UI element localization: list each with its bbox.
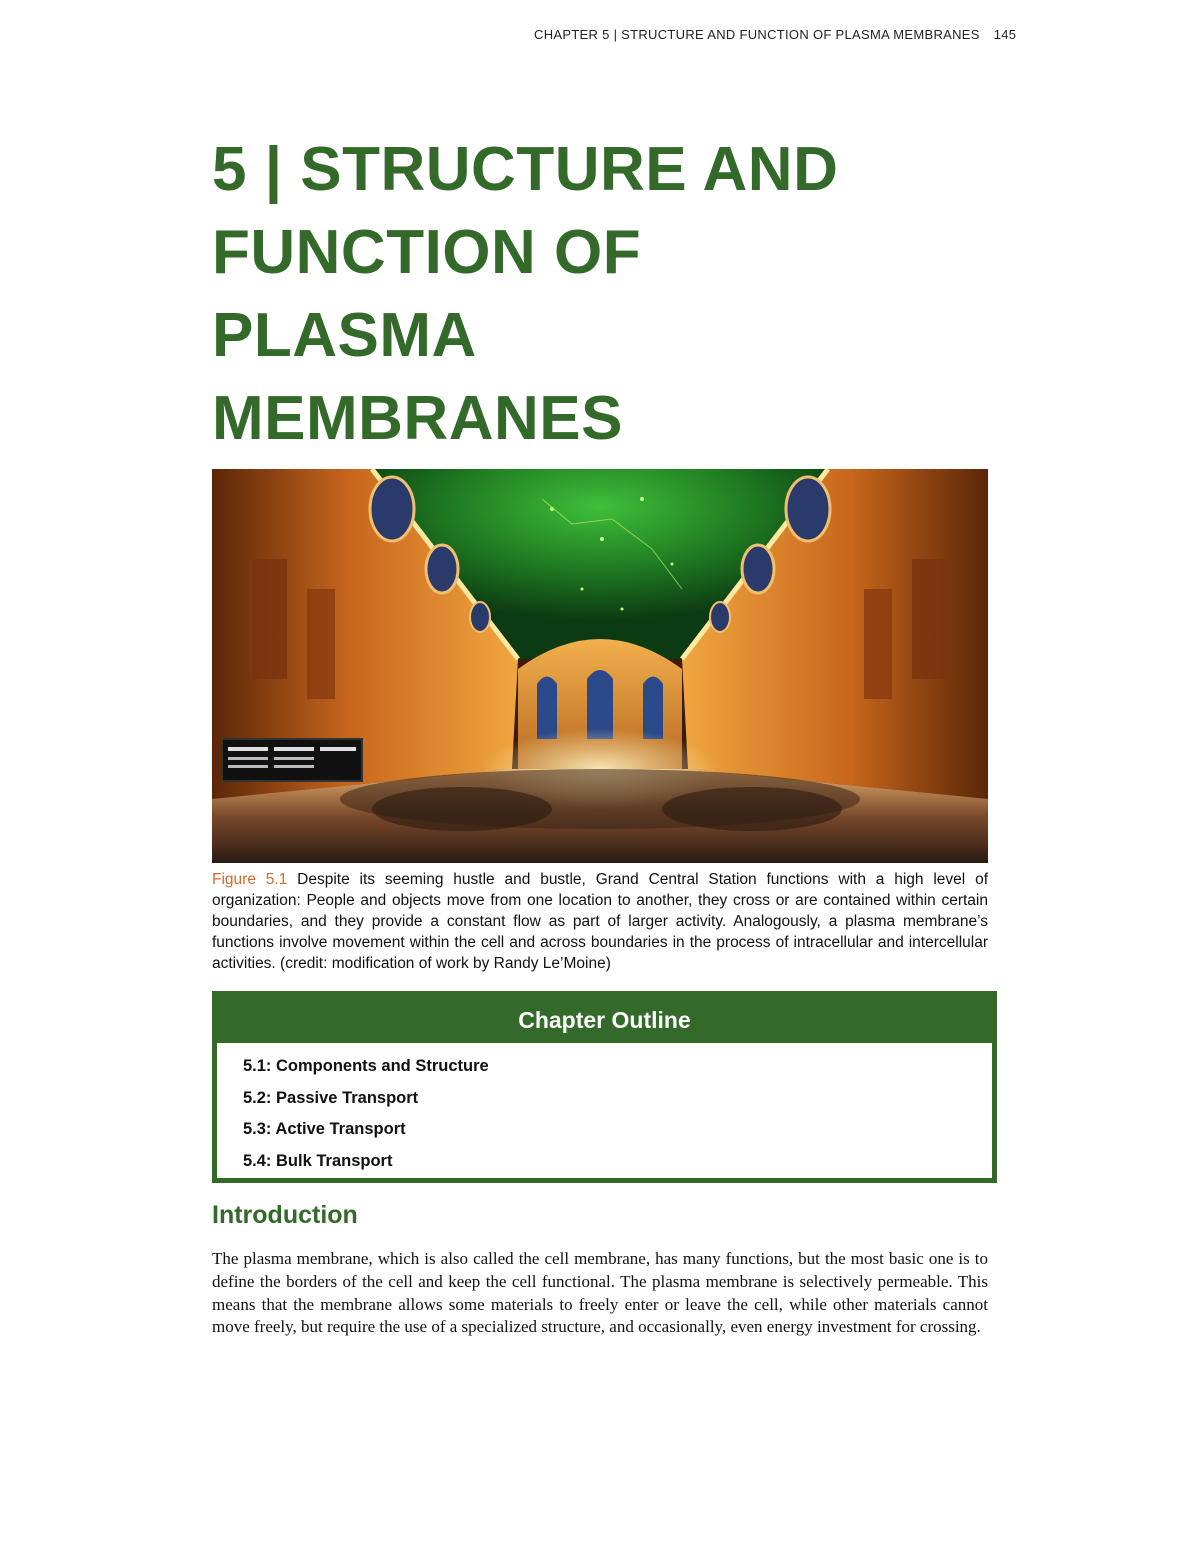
chapter-title-line: 5 | STRUCTURE AND (212, 135, 839, 204)
outline-item-5-1[interactable]: 5.1: Components and Structure (243, 1057, 489, 1075)
figure-caption (212, 869, 988, 974)
running-title: CHAPTER 5 | STRUCTURE AND FUNCTION OF PLASMA MEMBRANES (534, 27, 980, 42)
chapter-title-line: FUNCTION OF (212, 218, 642, 287)
grand-central-station-photo (212, 469, 988, 863)
introduction-paragraph: The plasma membrane, which is also called the cell membrane, has many functions, but the most basic one is to define the borders of the cell and keep the cell functional. The plasma membrane is selectively permeable. This means that the membrane allows some materials to freely enter or leave the cell, while other materials cannot move freely, but require the use of a specialized structure, and occasionally, even energy investment for crossing. (212, 1249, 988, 1337)
running-header (534, 27, 1016, 42)
chapter-outline-heading: Chapter Outline (518, 1007, 691, 1033)
chapter-outline-box (212, 991, 997, 1183)
figure-caption-text: Despite its seeming hustle and bustle, Grand Central Station functions with a high level of organization: People and objects move from one location to another, they cross or are contained within certain boundaries, and they provide a constant flow as part of larger activity. Analogously, a plasma membrane’s functions involve movement within the cell and across boundaries in the process of intracellular and intercellular activities. (credit: modification of work by Randy Le’Moine) (212, 871, 988, 972)
page-number: 145 (993, 27, 1017, 42)
chapter-outline-list (217, 1043, 992, 1178)
outline-item-5-2[interactable]: 5.2: Passive Transport (243, 1088, 419, 1107)
outline-item-5-4[interactable]: 5.4: Bulk Transport (243, 1151, 393, 1170)
outline-item-5-3[interactable]: 5.3: Active Transport (243, 1120, 406, 1138)
chapter-title-line: PLASMA (212, 301, 477, 370)
figure-label: Figure 5.1 (212, 871, 288, 888)
grand-central-illustration (212, 469, 988, 863)
introduction-heading: Introduction (212, 1201, 358, 1229)
chapter-title (212, 128, 972, 460)
chapter-title-line: MEMBRANES (212, 384, 623, 453)
